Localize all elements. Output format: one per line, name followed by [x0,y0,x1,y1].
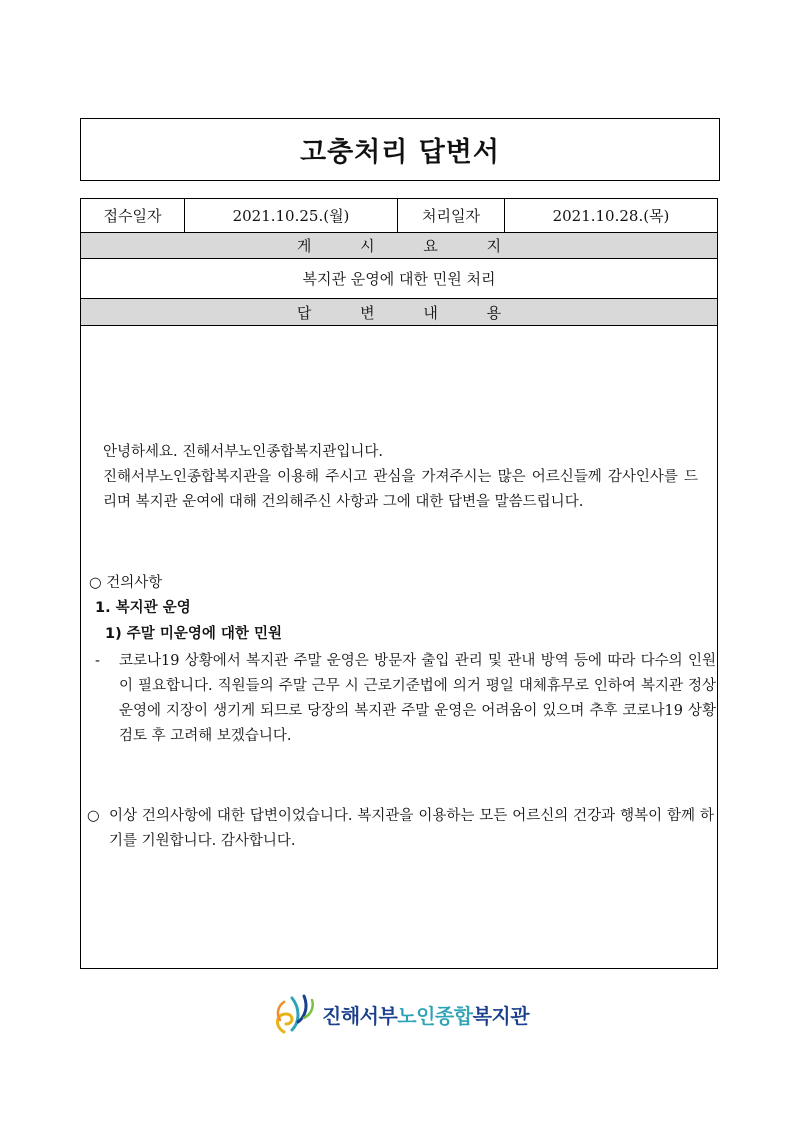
item-title: 1. 복지관 운영 [95,600,191,616]
title-box [80,118,720,181]
logo-text-part3: 복지관 [472,1003,530,1028]
section-label: ○ 건의사항 [89,575,163,591]
closing-mark: ○ [87,808,100,824]
dates-row [81,199,717,233]
organization-logo [270,992,535,1036]
response-paragraph: 코로나19 상황에서 복지관 주말 운영은 방문자 출입 관리 및 관내 방역 등에 따라 다수의 인원이 필요합니다. 직원들의 주말 근무 시 근로기준법에 의거 평일 대체휴무로 인하여 복지관 정상 운영에 지장이 생기게 되므로 당장의 복지관 주말 운영은 어려움이 있으며 추후 코로나19 상황 검토 후 고려해 보겠습니다. [119,653,716,744]
received-label: 접수일자 [81,199,185,232]
greeting: 안녕하세요. 진해서부노인종합복지관입니다. [103,444,383,460]
summary-header: 게 시 요 지 [296,237,524,255]
closing-paragraph: 이상 건의사항에 대한 답변이었습니다. 복지관을 이용하는 모든 어르신의 건강과 행복이 함께 하기를 기원합니다. 감사합니다. [109,808,714,849]
answer-form [80,198,718,969]
answer-header: 답 변 내 용 [296,303,524,322]
received-date: 2021.10.25.(월) [185,199,398,232]
logo-emblem-icon [270,992,316,1036]
sub-title: 1) 주말 미운영에 대한 민원 [105,626,282,642]
intro-paragraph: 진해서부노인종합복지관을 이용해 주시고 관심을 가져주시는 많은 어르신들께 감사인사를 드리며 복지관 운여에 대해 건의해주신 사항과 그에 대한 답변을 말씀드립니다. [103,469,698,510]
logo-text [322,1000,529,1029]
answer-header-row [81,299,717,326]
subject-row [81,259,717,299]
processed-date: 2021.10.28.(목) [552,207,670,225]
logo-text-part2: 노인종합 [397,1003,473,1028]
summary-header-row [81,233,717,259]
subject: 복지관 운영에 대한 민원 처리 [302,270,496,288]
processed-label: 처리일자 [398,199,505,232]
document-title: 고충처리 답변서 [300,137,500,168]
response-dash: - [95,653,100,669]
logo-text-part1: 진해서부 [322,1003,398,1028]
